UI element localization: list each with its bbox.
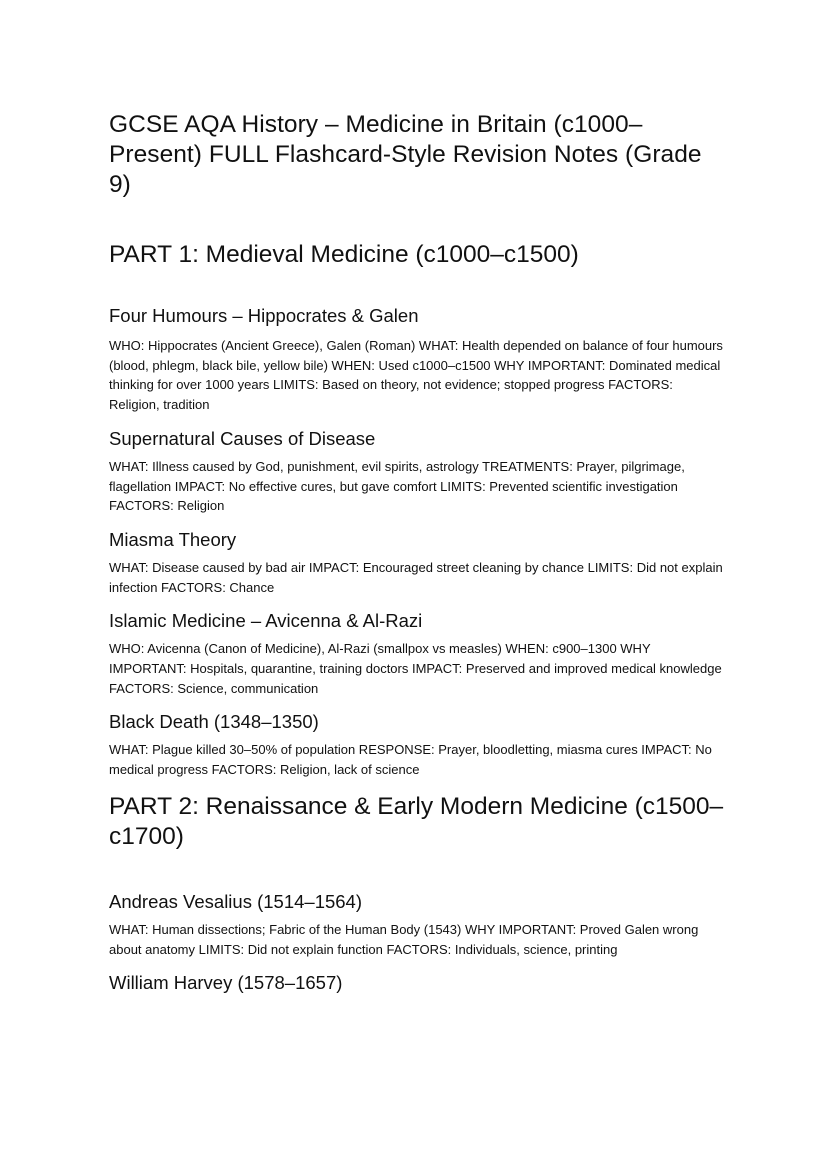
document-title: GCSE AQA History – Medicine in Britain (c1000–Present) FULL Flashcard-Style Revision Notes (Grade 9)	[109, 111, 702, 198]
section-supernatural-causes	[109, 427, 728, 516]
section-heading: Black Death (1348–1350)	[109, 711, 319, 733]
part-2-heading: PART 2: Renaissance & Early Modern Medicine (c1500–c1700)	[109, 792, 724, 850]
section-four-humours	[109, 304, 728, 415]
section-body: WHAT: Disease caused by bad air IMPACT: Encouraged street cleaning by chance LIMITS: Did not explain infection FACTORS: Chance	[109, 559, 723, 595]
section-heading: Supernatural Causes of Disease	[109, 427, 376, 449]
section-body: WHAT: Illness caused by God, punishment, evil spirits, astrology TREATMENTS: Prayer, pilgrimage, flagellation IMPACT: No effective cures, but gave comfort LIMITS: Prevented scientific investigation FACTORS: Religion	[109, 458, 685, 514]
section-body: WHAT: Plague killed 30–50% of population RESPONSE: Prayer, bloodletting, miasma cures IMPACT: No medical progress FACTORS: Religion, lack of science	[109, 742, 712, 778]
section-heading: Andreas Vesalius (1514–1564)	[109, 890, 363, 912]
section-islamic-medicine	[109, 609, 728, 698]
section-william-harvey	[109, 971, 728, 995]
section-black-death	[109, 710, 728, 779]
section-heading: William Harvey (1578–1657)	[109, 972, 343, 994]
section-miasma-theory	[109, 528, 728, 597]
section-heading: Miasma Theory	[109, 528, 237, 550]
section-body: WHAT: Human dissections; Fabric of the Human Body (1543) WHY IMPORTANT: Proved Galen wrong about anatomy LIMITS: Did not explain function FACTORS: Individuals, science, printing	[109, 921, 699, 957]
section-andreas-vesalius	[109, 890, 728, 959]
part-1-heading: PART 1: Medieval Medicine (c1000–c1500)	[109, 241, 579, 268]
section-heading: Islamic Medicine – Avicenna & Al-Razi	[109, 610, 423, 632]
section-body: WHO: Avicenna (Canon of Medicine), Al-Razi (smallpox vs measles) WHEN: c900–1300 WHY IMPORTANT: Hospitals, quarantine, training doctors IMPACT: Preserved and improved medical knowledge FACTORS: Science, communication	[109, 641, 722, 696]
section-heading: Four Humours – Hippocrates & Galen	[109, 305, 419, 326]
section-body: WHO: Hippocrates (Ancient Greece), Galen (Roman) WHAT: Health depended on balance of four humours (blood, phlegm, black bile, yellow bile) WHEN: Used c1000–c1500 WHY IMPORTANT: Dominated medical thinking for over 1000 years LIMITS: Based on theory, not evidence; stopped progress FACTORS: Religion, tradition	[109, 338, 723, 413]
